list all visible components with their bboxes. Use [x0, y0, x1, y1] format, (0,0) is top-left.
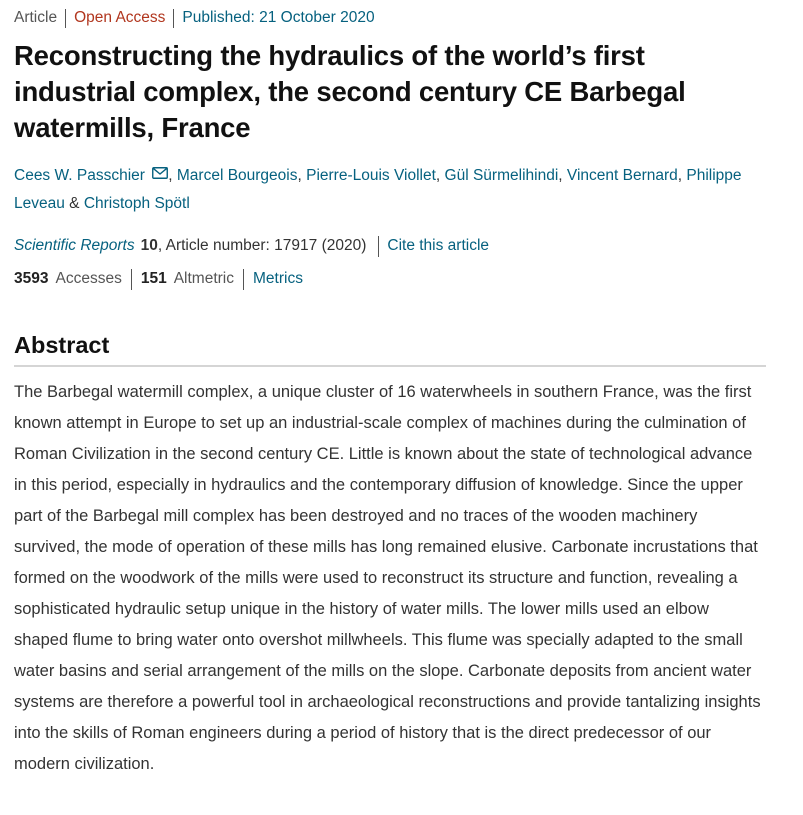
- article-type: Article: [14, 9, 58, 26]
- cite-this-article-link[interactable]: Cite this article: [387, 237, 490, 254]
- divider: [131, 269, 132, 290]
- author-link[interactable]: Vincent Bernard: [566, 167, 678, 184]
- article-meta: [14, 8, 375, 28]
- author-separator: ,: [435, 167, 445, 184]
- accesses-label: Accesses: [55, 270, 122, 287]
- divider: [173, 9, 174, 28]
- divider: [378, 236, 379, 257]
- volume-number: 10: [140, 237, 158, 254]
- author-separator: ,: [558, 167, 567, 184]
- section-divider: [14, 365, 766, 367]
- metrics-row: [14, 269, 303, 289]
- author-link[interactable]: Marcel Bourgeois: [176, 167, 298, 184]
- divider: [243, 269, 244, 290]
- citation-row: [14, 236, 489, 256]
- accesses-count: 3593: [14, 270, 49, 287]
- author-link[interactable]: Philippe Leveau: [14, 167, 742, 212]
- divider: [65, 9, 66, 28]
- altmetric-count: 151: [140, 270, 167, 287]
- abstract-heading: Abstract: [14, 332, 110, 358]
- abstract-text: The Barbegal watermill complex, a unique cluster of 16 waterwheels in southern France, was the first known attempt in Europe to set up an industrial-scale complex of machines during the culmination of Roman Civilization in the second century CE. Little is known about the state of technological advance in this period, especially in hydraulics and the contemporary diffusion of knowledge. Since the upper part of the Barbegal mill complex has been destroyed and no traces of the wooden machinery survived, the mode of operation of these mills has long remained elusive. Carbonate incrustations that formed on the woodwork of the mills were used to reconstruct its structure and function, revealing a sophisticated hydraulic setup unique in the history of water mills. The lower mills used an elbow shaped flume to bring water onto overshot millwheels. This flume was specially adapted to the small water basins and serial arrangement of the mills on the slope. Carbonate deposits from ancient water systems are therefore a powerful tool in archaeological reconstructions and provide tantalizing insights into the skills of Roman engineers during a period of history that is the direct predecessor of our modern civilization.: [14, 383, 761, 773]
- journal-name[interactable]: Scientific Reports: [14, 237, 135, 254]
- author-separator: ,: [297, 167, 307, 184]
- author-separator: ,: [168, 167, 177, 184]
- author-separator: &: [64, 195, 84, 212]
- altmetric-label: Altmetric: [173, 270, 234, 287]
- author-link[interactable]: Christoph Spötl: [83, 195, 190, 212]
- article-number: , Article number: 17917 (2020): [157, 237, 367, 254]
- author-link[interactable]: Cees W. Passchier: [14, 167, 145, 184]
- author-link[interactable]: Gül Sürmelihindi: [444, 167, 559, 184]
- metrics-link[interactable]: Metrics: [253, 270, 303, 287]
- author-separator: ,: [677, 167, 687, 184]
- author-link[interactable]: Pierre-Louis Viollet: [306, 167, 436, 184]
- open-access-badge: Open Access: [74, 9, 166, 26]
- article-title: Reconstructing the hydraulics of the world’s first industrial complex, the second century CE Barbegal watermills, France: [14, 40, 686, 143]
- author-list: [14, 162, 766, 218]
- mail-icon[interactable]: [152, 167, 168, 179]
- published-date: Published: 21 October 2020: [182, 9, 375, 26]
